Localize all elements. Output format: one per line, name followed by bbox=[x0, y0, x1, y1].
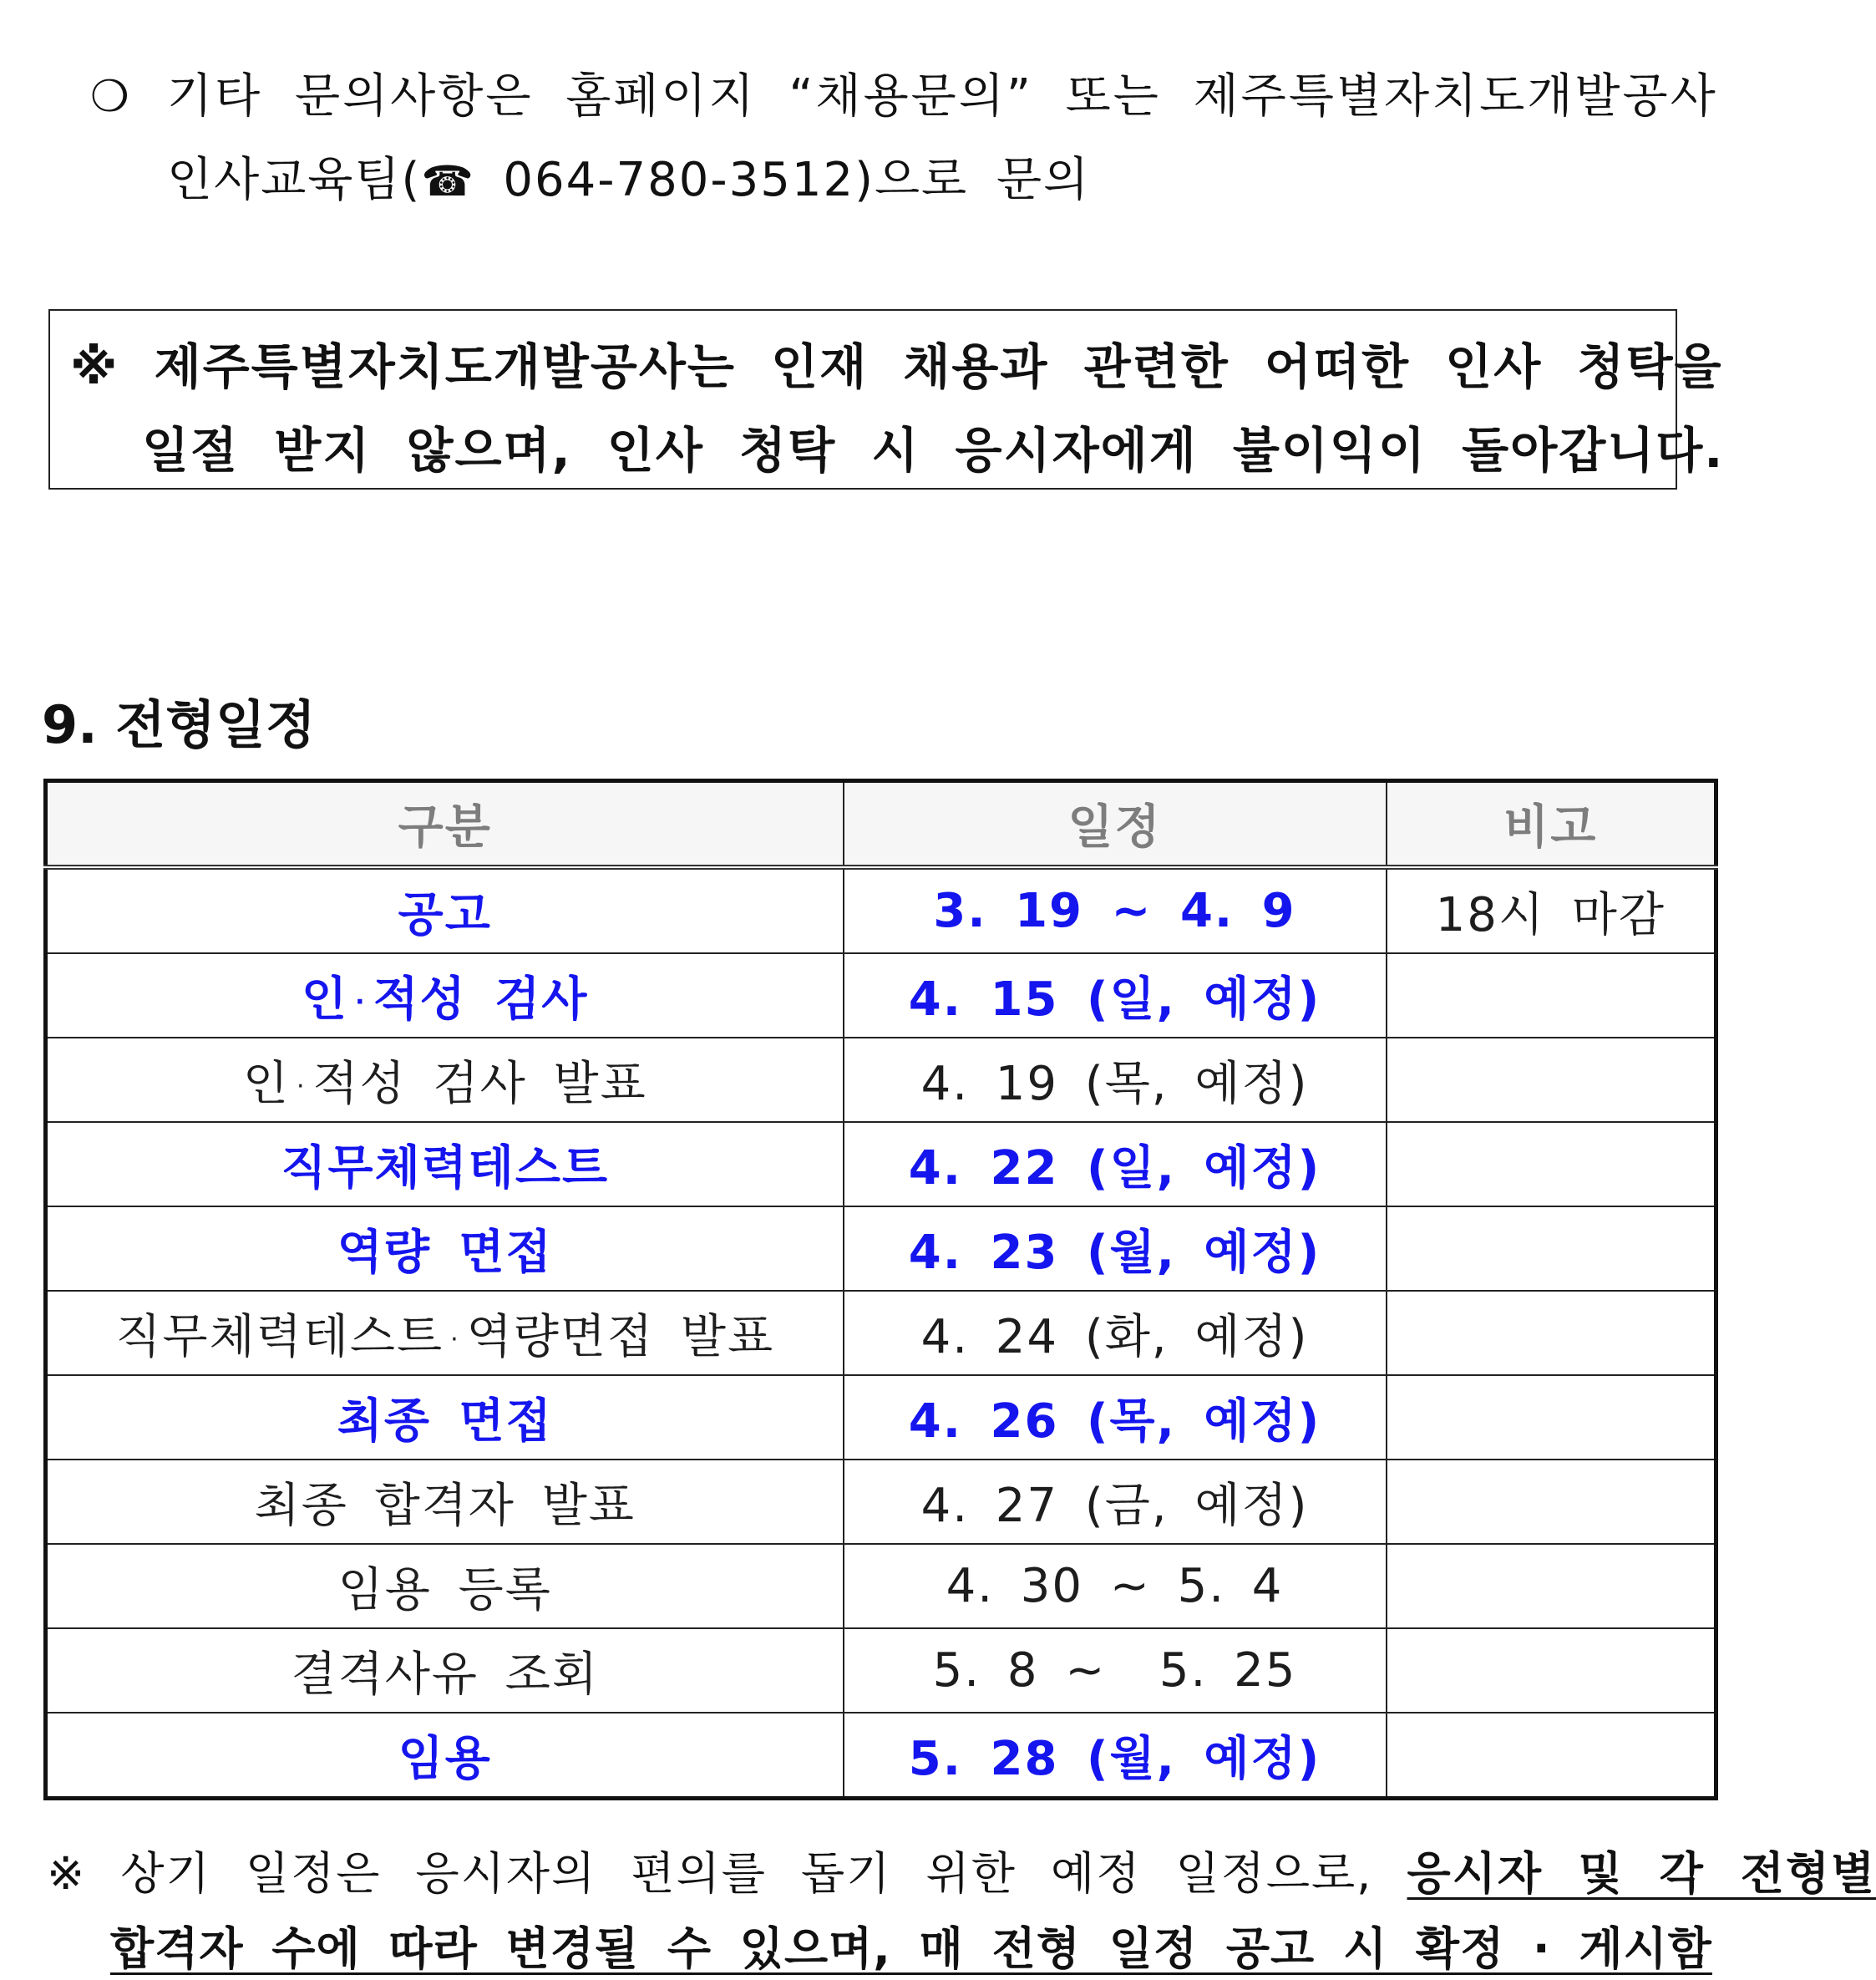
row-category: 임용 등록 bbox=[46, 1544, 844, 1628]
row-note bbox=[1387, 1544, 1716, 1628]
row-category-part: 직무체력테스트 bbox=[115, 1309, 444, 1364]
contact-team: 인사교육팀( bbox=[167, 153, 422, 207]
row-schedule: 4. 27 (금, 예정) bbox=[844, 1460, 1387, 1544]
row-schedule: 4. 23 (월, 예정) bbox=[844, 1206, 1387, 1291]
row-category-part: 인 bbox=[242, 1056, 290, 1111]
row-schedule: 4. 15 (일, 예정) bbox=[844, 953, 1387, 1038]
table-header-row bbox=[46, 781, 1716, 868]
row-note: 18시 마감 bbox=[1387, 867, 1716, 953]
header-category: 구분 bbox=[46, 781, 844, 868]
footnote-underlined-2: 합격자 수에 따라 변경될 수 있으며, 매 전형 일정 공고 시 확정 · 게시함 bbox=[110, 1922, 1712, 1975]
table-row bbox=[46, 1206, 1716, 1291]
row-category: 최종 면접 bbox=[46, 1375, 844, 1460]
section-heading: 9. 전형일정 bbox=[42, 694, 316, 755]
table-row bbox=[46, 1291, 1716, 1375]
row-schedule: 3. 19 ~ 4. 9 bbox=[844, 867, 1387, 953]
row-note bbox=[1387, 953, 1716, 1038]
footnote-prefix: ※ 상기 일정은 응시자의 편의를 돕기 위한 예정 일정으로, bbox=[47, 1847, 1407, 1900]
row-category-part: 적성 검사 발표 bbox=[312, 1056, 647, 1111]
circle-bullet-icon: ❍ bbox=[90, 72, 129, 122]
contact-line-1: 기타 문의사항은 홈페이지 “채용문의” 또는 제주특별자치도개발공사 bbox=[167, 69, 1718, 124]
schedule-table bbox=[43, 779, 1718, 1800]
row-category: 역량 면접 bbox=[46, 1206, 844, 1291]
row-category-part: 역량면접 발표 bbox=[466, 1309, 775, 1364]
row-schedule: 4. 22 (일, 예정) bbox=[844, 1122, 1387, 1206]
contact-line-2 bbox=[167, 142, 1090, 220]
header-note: 비고 bbox=[1387, 781, 1716, 868]
table-row bbox=[46, 1038, 1716, 1122]
middle-dot: · bbox=[355, 987, 367, 1017]
footnote-underlined-1: 응시자 및 각 전형별 bbox=[1407, 1847, 1876, 1900]
row-note bbox=[1387, 1713, 1716, 1799]
phone-icon: ☎ bbox=[421, 157, 475, 206]
notice-line-2: 일절 받지 않으며, 인사 청탁 시 응시자에게 불이익이 돌아갑니다. bbox=[142, 422, 1725, 479]
middle-dot: · bbox=[450, 1324, 460, 1354]
header-schedule: 일정 bbox=[844, 781, 1387, 868]
row-category: 임용 bbox=[46, 1713, 844, 1799]
row-note bbox=[1387, 1122, 1716, 1206]
row-category: 최종 합격자 발표 bbox=[46, 1460, 844, 1544]
row-note bbox=[1387, 1291, 1716, 1375]
row-category-part: 인 bbox=[302, 972, 349, 1027]
row-category: 공고 bbox=[46, 867, 844, 953]
table-row bbox=[46, 867, 1716, 953]
row-category bbox=[46, 953, 844, 1038]
footnote-line-1 bbox=[47, 1838, 1876, 1902]
table-row bbox=[46, 953, 1716, 1038]
row-category: 결격사유 조회 bbox=[46, 1628, 844, 1713]
notice-box bbox=[48, 309, 1725, 490]
table-row bbox=[46, 1460, 1716, 1544]
row-note bbox=[1387, 1038, 1716, 1122]
table-row bbox=[46, 1713, 1716, 1799]
middle-dot: · bbox=[296, 1071, 307, 1101]
row-schedule: 4. 26 (목, 예정) bbox=[844, 1375, 1387, 1460]
notice-line-1: ※ 제주특별자치도개발공사는 인재 채용과 관련한 어떠한 인사 청탁을 bbox=[70, 338, 1723, 395]
row-note bbox=[1387, 1460, 1716, 1544]
row-schedule: 4. 19 (목, 예정) bbox=[844, 1038, 1387, 1122]
table-row bbox=[46, 1122, 1716, 1206]
row-note bbox=[1387, 1628, 1716, 1713]
row-category bbox=[46, 1038, 844, 1122]
row-note bbox=[1387, 1206, 1716, 1291]
table-row bbox=[46, 1544, 1716, 1628]
contact-phone: 064-780-3512)으로 문의 bbox=[474, 153, 1091, 207]
row-note bbox=[1387, 1375, 1716, 1460]
table-row bbox=[46, 1375, 1716, 1460]
row-schedule: 5. 28 (월, 예정) bbox=[844, 1713, 1387, 1799]
footnote-line-2 bbox=[110, 1913, 1712, 1977]
row-category bbox=[46, 1291, 844, 1375]
row-schedule: 5. 8 ~ 5. 25 bbox=[844, 1628, 1387, 1713]
row-category: 직무체력테스트 bbox=[46, 1122, 844, 1206]
table-row bbox=[46, 1628, 1716, 1713]
row-category-part: 적성 검사 bbox=[373, 972, 589, 1027]
row-schedule: 4. 24 (화, 예정) bbox=[844, 1291, 1387, 1375]
row-schedule: 4. 30 ~ 5. 4 bbox=[844, 1544, 1387, 1628]
